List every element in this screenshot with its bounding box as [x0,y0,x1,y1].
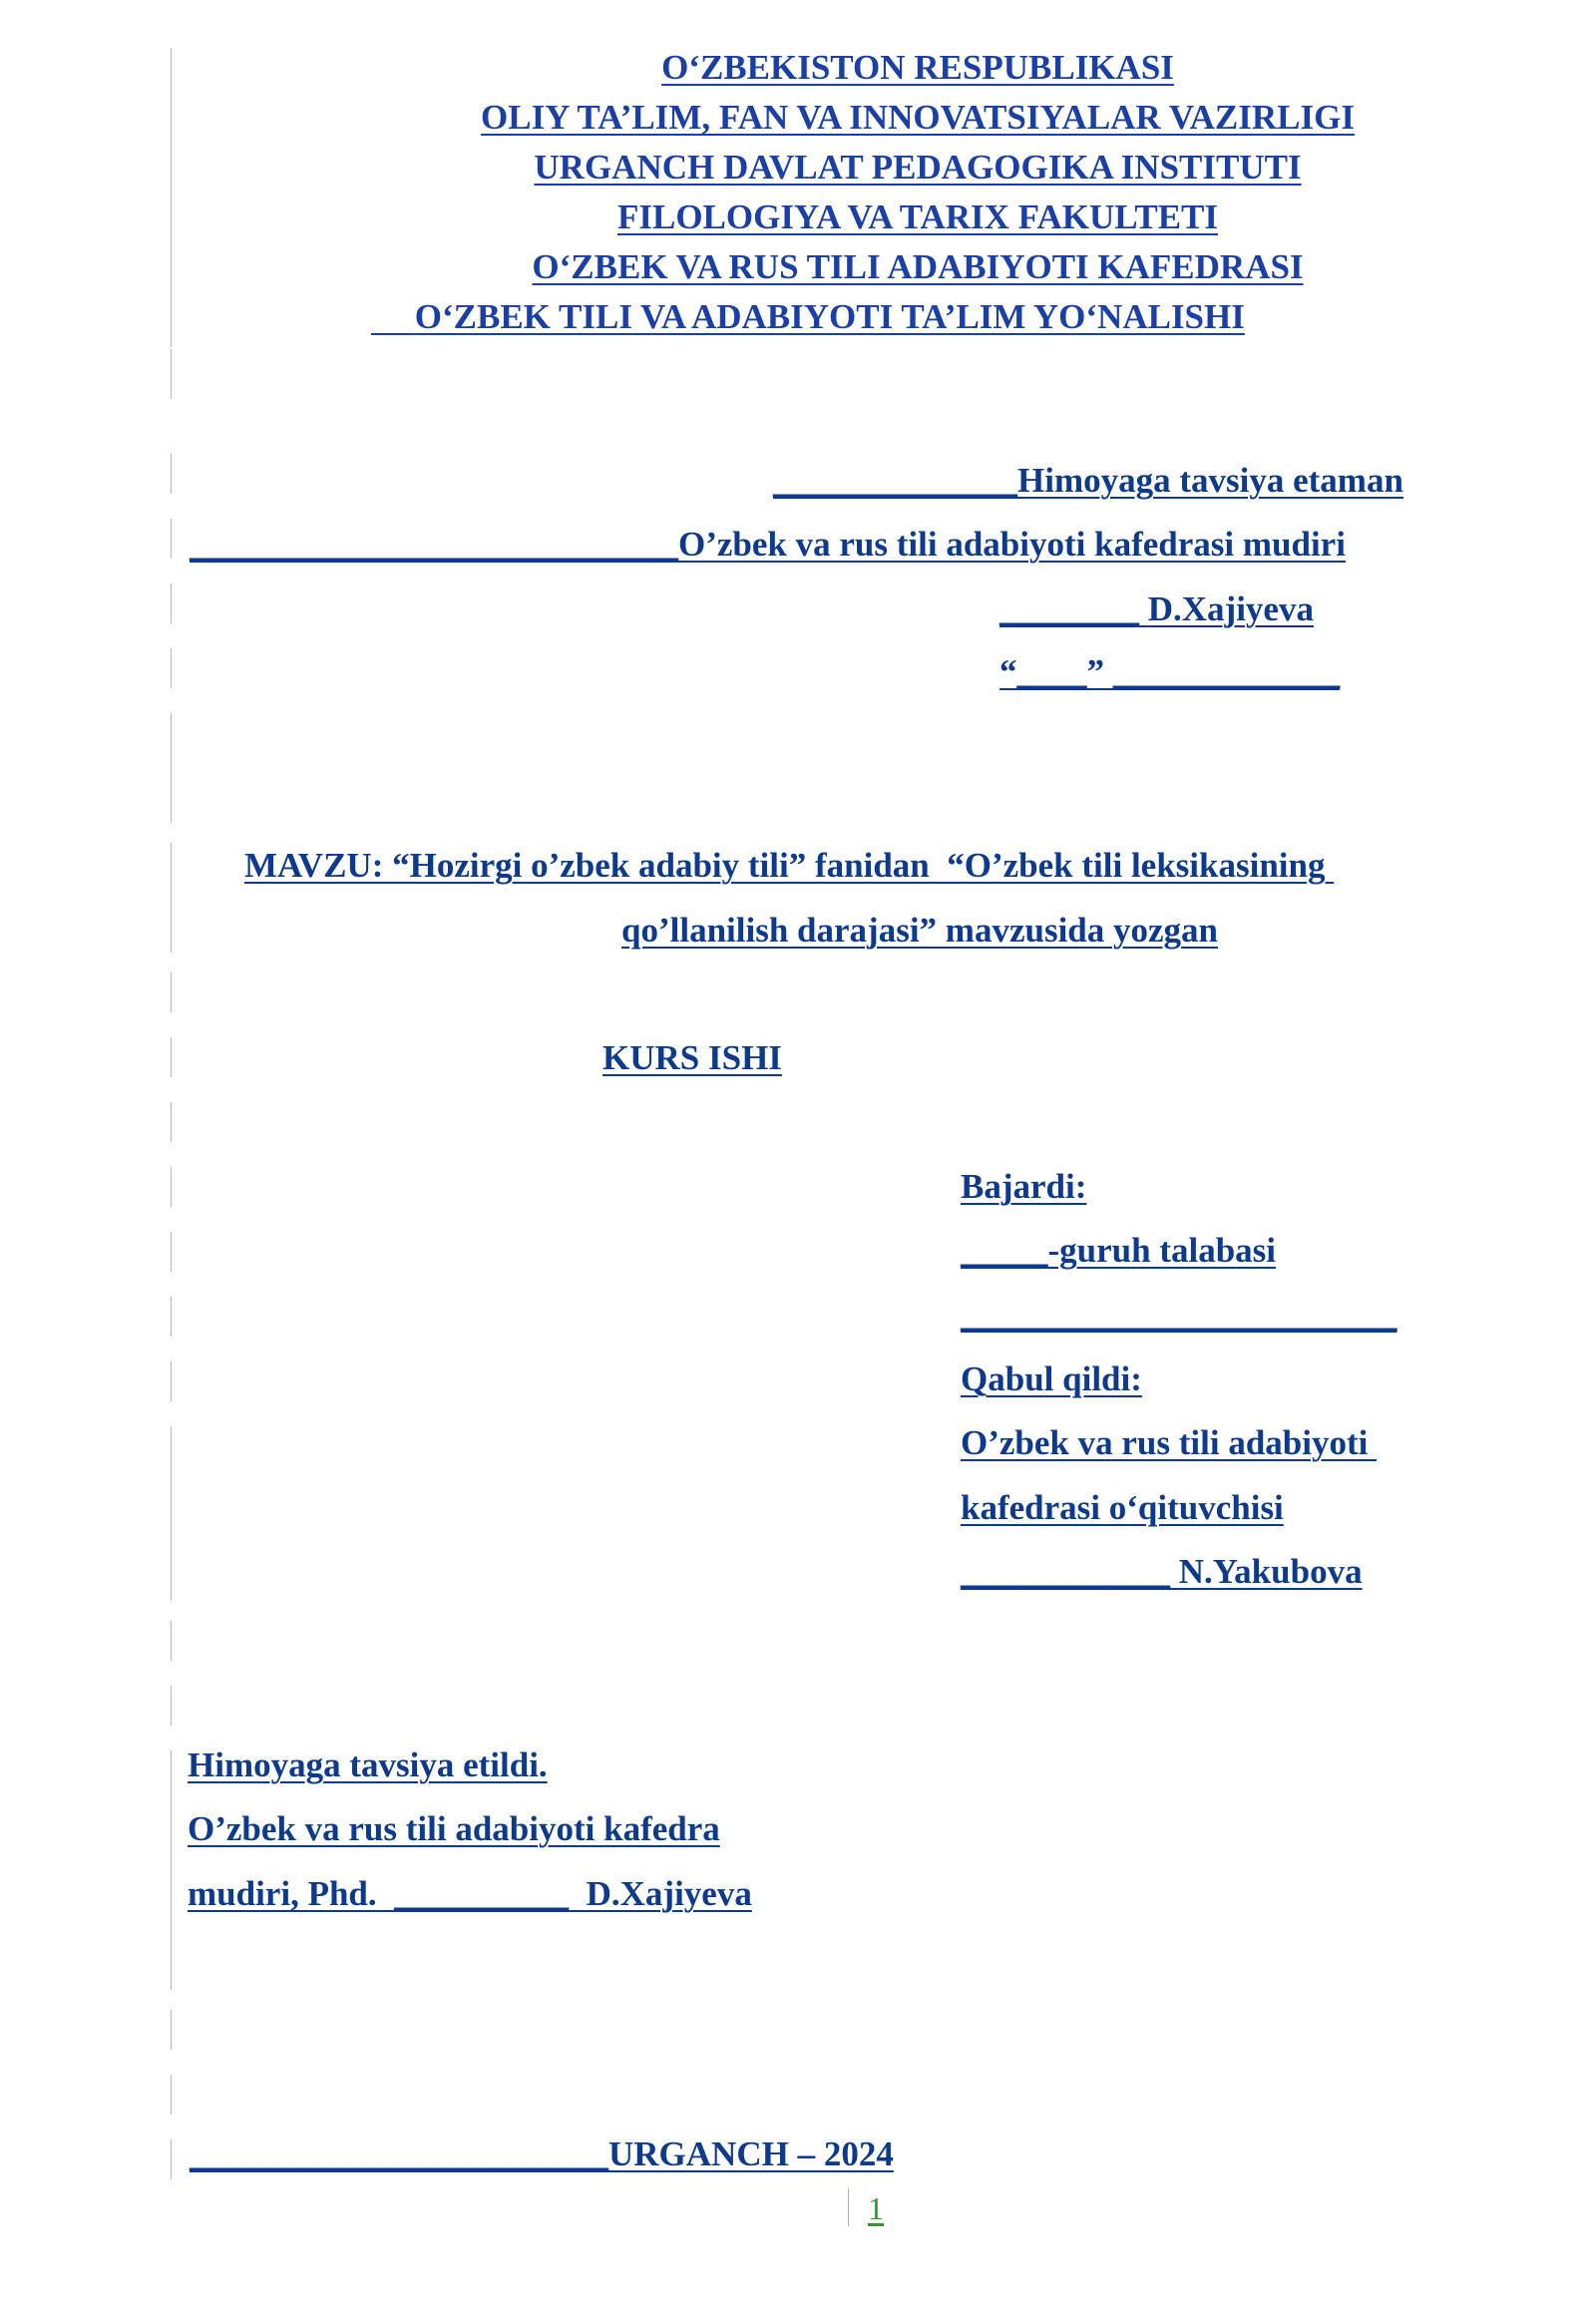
margin-bar [171,648,172,688]
margin-bar [171,713,172,823]
margin-bar [171,972,172,1012]
approval-recommend-text: Himoyaga tavsiya etaman [1017,461,1403,500]
approval-date: “____” _____________ [999,652,1341,691]
approval-signature [999,589,1314,629]
margin-bar [171,349,172,399]
margin-bar [171,1750,172,1990]
receiver-position: kafedrasi o‘qituvchisi [961,1488,1284,1527]
header-ministry: OLIY TA’LIM, FAN VA INNOVATSIYALAR VAZIRLIGI [481,98,1355,137]
topic-line-1: MAVZU: “Hozirgi o’zbek adabiy tili” fanidan “O’zbek tili leksikasining [244,846,1335,885]
approval-head-text: O’zbek va rus tili adabiyoti kafedrasi mudiri [678,525,1346,564]
receiver-name: N.Yakubova [1178,1552,1363,1591]
header-country: O‘ZBEKISTON RESPUBLIKASI [661,48,1174,87]
margin-bar [848,2188,849,2226]
margin-bar [171,1621,172,1661]
header-institute: URGANCH DAVLAT PEDAGOGIKA INSTITUTI [534,148,1302,187]
header-direction-text: O‘ZBEK TILI VA ADABIYOTI TA’LIM YO‘NALISHI [414,297,1245,336]
performer-name-blank: _________________________ [961,1295,1397,1334]
margin-bar [171,1167,172,1207]
margin-bar [171,454,172,494]
topic-line-2: qo’llanilish darajasi” mavzusida yozgan [621,911,1219,950]
receiver-label: Qabul qildi: [961,1359,1142,1398]
work-type: KURS ISHI [602,1038,782,1077]
margin-bar [171,519,172,559]
performer-group: _____-guruh talabasi [961,1231,1277,1270]
city-year [190,2134,894,2174]
approval-recommend [773,461,1403,501]
recommended-line-1: Himoyaga tavsiya etildi. [188,1745,548,1784]
margin-bar [171,1232,172,1272]
performer-label: Bajardi: [961,1167,1087,1206]
margin-bar [171,1102,172,1142]
margin-bar [171,2139,172,2179]
approval-signature-blank: ________ [999,589,1148,628]
margin-bar [171,1426,172,1601]
header-direction [371,297,1245,337]
approval-signature-name: D.Xajiyeva [1147,589,1314,628]
header-direction-indent [371,297,415,336]
page-number: 1 [868,2190,884,2226]
margin-bar [171,583,172,623]
approval-blank: ______________ [773,461,1017,500]
receiver-department: O’zbek va rus tili adabiyoti [961,1423,1378,1462]
approval-head [190,525,1346,565]
margin-bar [171,1297,172,1337]
header-faculty: FILOLOGIYA VA TARIX FAKULTETI [616,197,1219,236]
city-year-blank: ________________________ [190,2134,608,2173]
header-department: O‘ZBEK VA RUS TILI ADABIYOTI KAFEDRASI [532,247,1304,286]
receiver-signature [961,1552,1363,1592]
margin-bar [171,1037,172,1077]
recommended-line-3: mudiri, Phd. __________ D.Xajiyeva [188,1874,752,1913]
margin-bar [171,1361,172,1401]
city-year-text: URGANCH – 2024 [608,2134,894,2173]
margin-bar [171,843,172,953]
margin-bar [171,2010,172,2050]
receiver-signature-blank: ____________ [961,1552,1179,1591]
recommended-line-2: O’zbek va rus tili adabiyoti kafedra [188,1809,720,1848]
margin-bar [171,1686,172,1726]
margin-bar [171,2075,172,2115]
approval-blank: ____________________________ [190,525,678,564]
